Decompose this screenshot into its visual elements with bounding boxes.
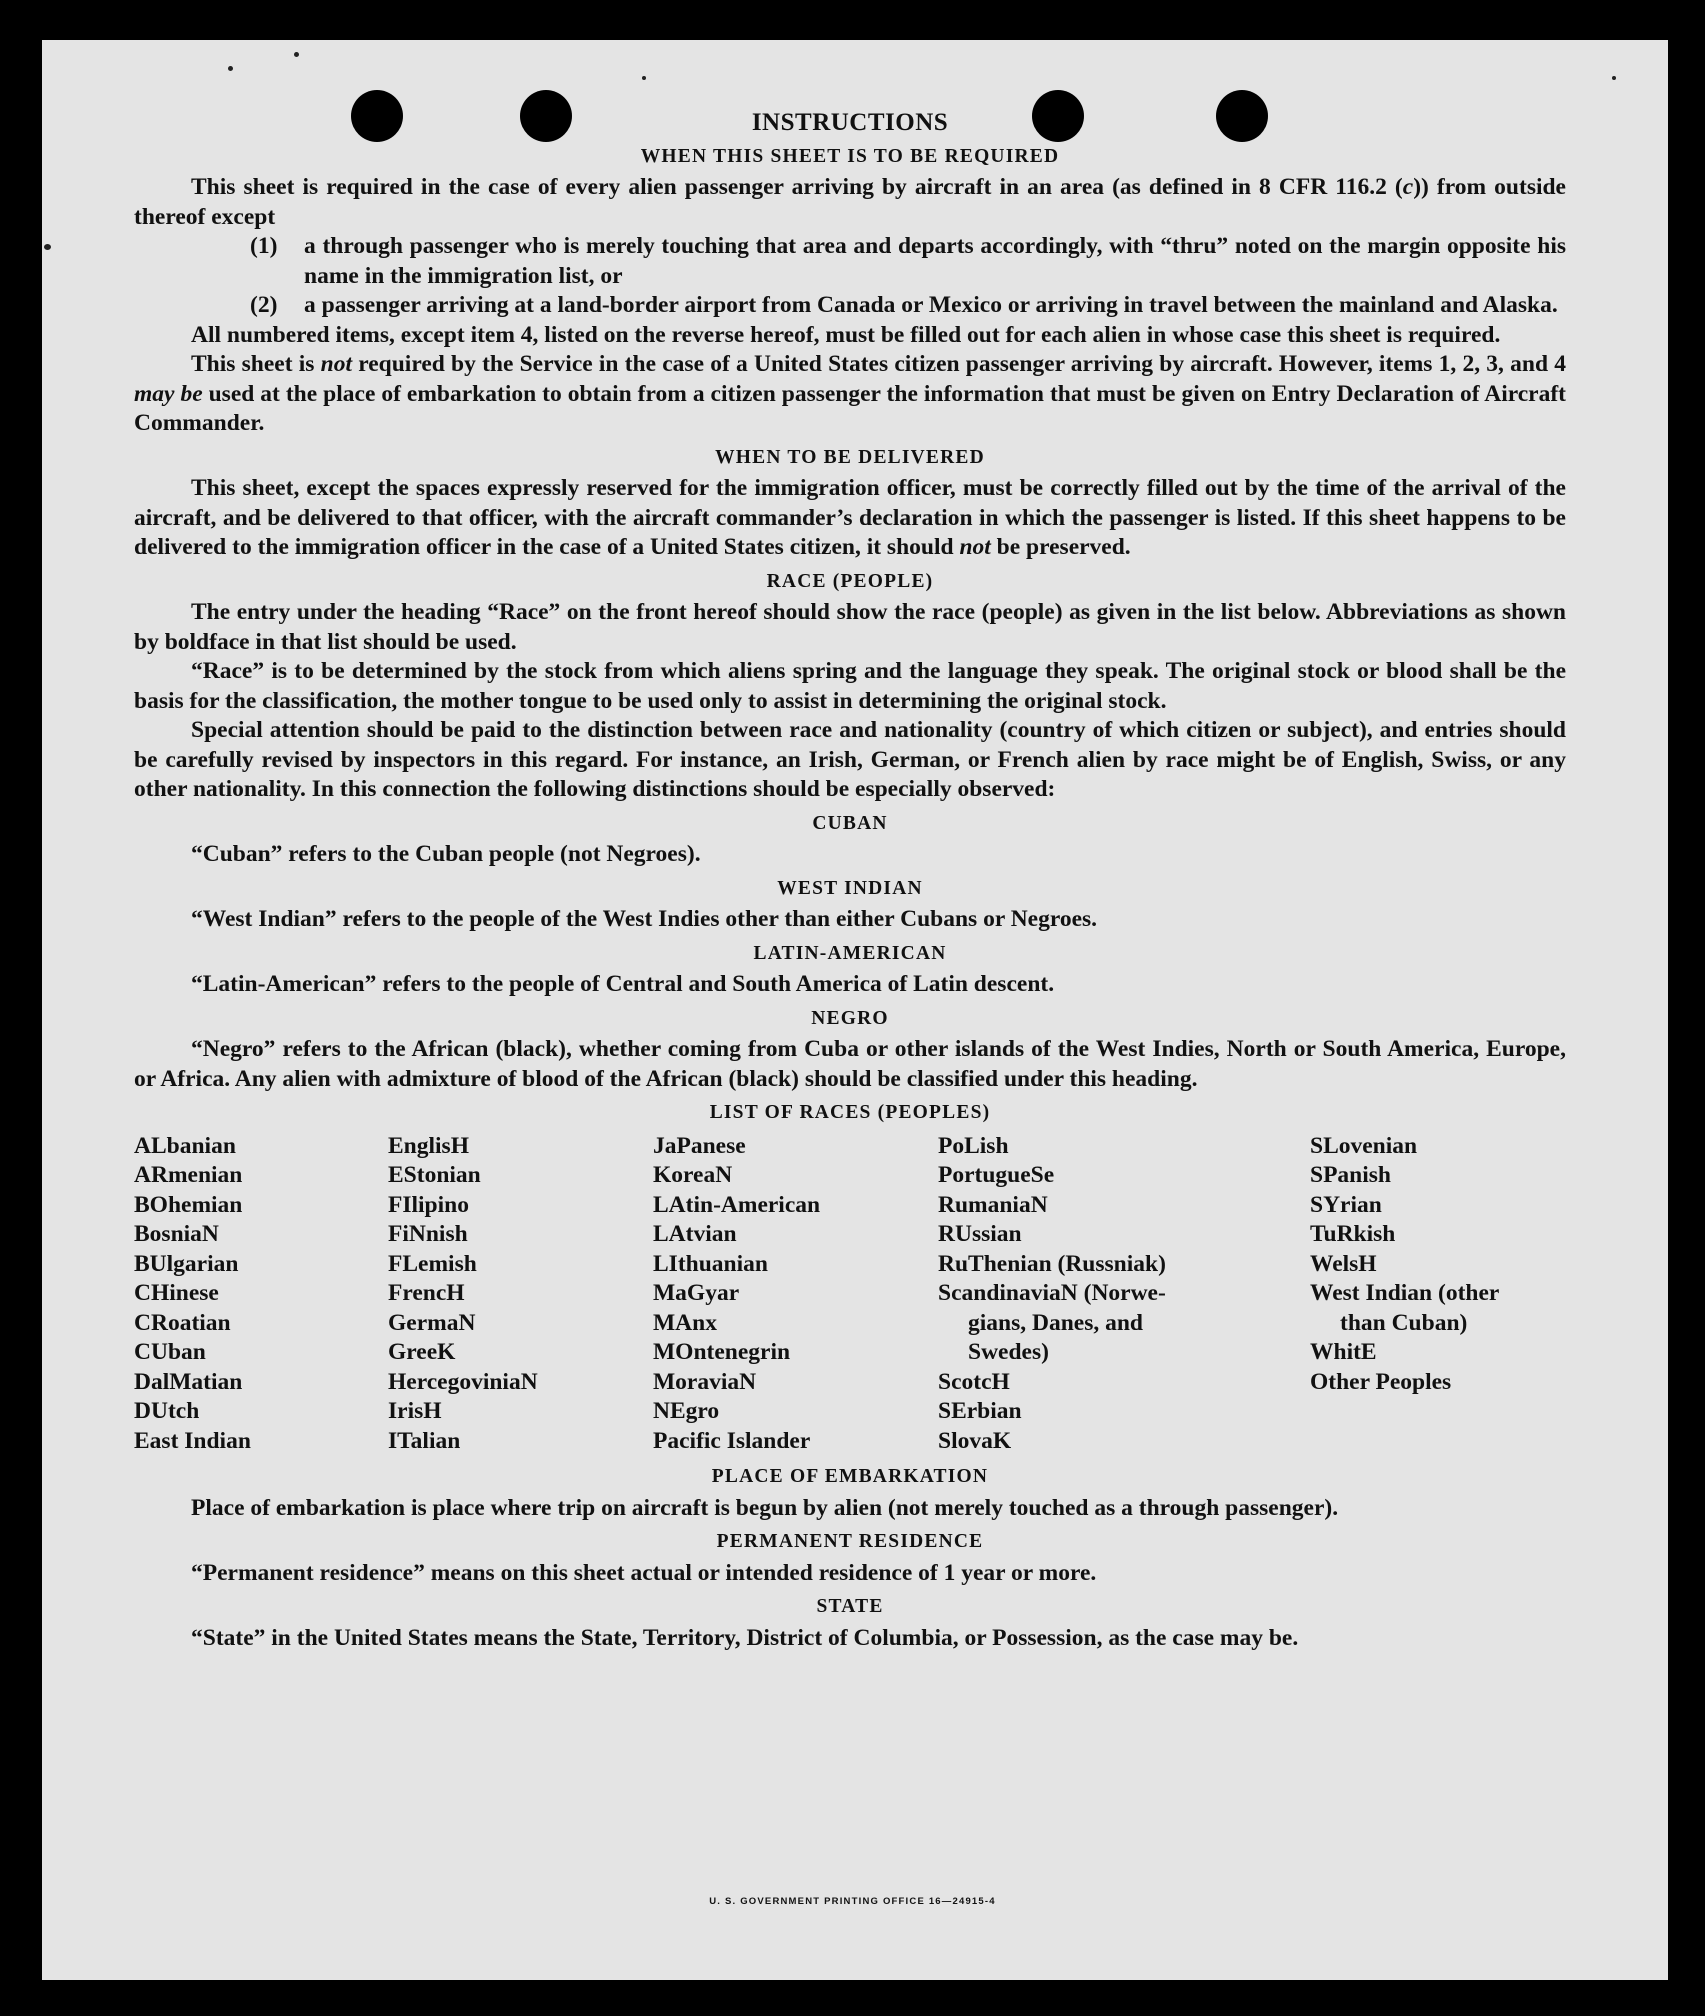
- race-paragraph: “Race” is to be determined by the stock from which aliens spring and the language they speak. The original stock or blood shall be the basis for the classification, the mother tongue to be used only to assist in determining the original stock.: [134, 658, 1566, 714]
- race-entry: East Indian: [134, 1427, 251, 1454]
- race-entry: NEgro: [653, 1398, 720, 1424]
- race-entry: DUtch: [134, 1398, 200, 1424]
- exception-item: [250, 232, 1566, 291]
- page-title: INSTRUCTIONS: [751, 109, 949, 136]
- race-entry: MAnx: [653, 1309, 717, 1336]
- race-entry: MaGyar: [653, 1280, 740, 1306]
- race-entry: EStonian: [388, 1162, 481, 1188]
- west-indian-heading: WEST INDIAN: [777, 877, 923, 899]
- residence-text: “Permanent residence” means on this sheet actual or intended residence of 1 year or more.: [191, 1559, 1097, 1586]
- when-delivered-heading: WHEN TO BE DELIVERED: [715, 446, 985, 468]
- state-text: “State” in the United States means the State, Territory, District of Columbia, or Possession, as the case may be.: [191, 1624, 1299, 1651]
- race-entry: DalMatian: [134, 1368, 243, 1395]
- race-entry: JaPanese: [653, 1132, 746, 1159]
- race-entry: CUban: [134, 1339, 206, 1365]
- latin-american-heading: LATIN-AMERICAN: [753, 942, 947, 964]
- race-entry: SlovaK: [938, 1427, 1012, 1454]
- race-column: [1310, 1132, 1566, 1457]
- race-entry: West Indian (other: [1310, 1280, 1500, 1306]
- state-heading: STATE: [816, 1596, 884, 1617]
- race-entry: than Cuban): [1340, 1309, 1468, 1336]
- embarkation-text: Place of embarkation is place where trip on aircraft is begun by alien (not merely touched as a through passenger).: [191, 1494, 1339, 1521]
- race-entry: TuRkish: [1310, 1221, 1396, 1247]
- embarkation-heading: PLACE OF EMBARKATION: [711, 1466, 989, 1487]
- race-list: [134, 1132, 1566, 1457]
- race-paragraph: The entry under the heading “Race” on the front hereof should show the race (people) as given in the list below. Abbreviations as shown by boldface in that list should be used.: [134, 599, 1566, 655]
- speck: [44, 244, 51, 250]
- when-required-heading: WHEN THIS SHEET IS TO BE REQUIRED: [640, 145, 1060, 167]
- race-heading: RACE (PEOPLE): [766, 570, 934, 592]
- when-delivered-paragraph: This sheet, except the spaces expressly reserved for the immigration officer, must be correctly filled out by the time of the arrival of the aircraft, and be delivered to that officer, with the aircraft commander’s declaration in which the passenger is listed. If this sheet happens to be delivered to the immigration officer in the case of a United States citizen, it should not be preserved.: [134, 475, 1566, 560]
- speck: [1612, 76, 1616, 80]
- exception-number: (2): [250, 292, 278, 318]
- race-entry: ALbanian: [134, 1132, 236, 1159]
- race-entry: HercegoviniaN: [388, 1368, 538, 1395]
- list-of-races-heading: LIST OF RACES (PEOPLES): [709, 1102, 991, 1123]
- instructions-content: [134, 108, 1566, 1653]
- race-entry: BUlgarian: [134, 1250, 239, 1277]
- race-entry: FrencH: [388, 1280, 465, 1306]
- race-entry: LAtin-American: [653, 1191, 821, 1218]
- race-entry: LIthuanian: [653, 1250, 768, 1277]
- exception-number: (1): [250, 233, 278, 259]
- race-entry: SLovenian: [1310, 1132, 1418, 1159]
- race-entry: FiNnish: [388, 1221, 468, 1247]
- cuban-heading: CUBAN: [812, 812, 888, 834]
- race-column: [134, 1132, 388, 1457]
- race-column: [653, 1132, 938, 1457]
- race-entry: gians, Danes, and: [968, 1309, 1143, 1336]
- cuban-text: “Cuban” refers to the Cuban people (not Negroes).: [191, 841, 701, 867]
- race-column: [938, 1132, 1310, 1457]
- race-entry: FLemish: [388, 1250, 477, 1277]
- race-entry: ScotcH: [938, 1368, 1010, 1395]
- race-entry: WelsH: [1310, 1250, 1377, 1277]
- race-entry: WhitE: [1310, 1339, 1377, 1365]
- west-indian-text: “West Indian” refers to the people of the West Indies other than either Cubans or Negroes.: [191, 906, 1098, 932]
- race-entry: BosniaN: [134, 1221, 219, 1247]
- race-entry: CRoatian: [134, 1309, 231, 1336]
- race-entry: PortugueSe: [938, 1162, 1055, 1188]
- race-entry: ARmenian: [134, 1162, 243, 1188]
- speck: [294, 52, 299, 57]
- race-entry: PoLish: [938, 1132, 1009, 1159]
- race-column: [388, 1132, 653, 1457]
- race-entry: SYrian: [1310, 1191, 1382, 1218]
- race-entry: MoraviaN: [653, 1368, 757, 1395]
- speck: [228, 66, 233, 71]
- race-entry: ITalian: [388, 1427, 461, 1454]
- race-entry: RuThenian (Russniak): [938, 1250, 1166, 1277]
- printing-office-footer: U. S. GOVERNMENT PRINTING OFFICE 16—24915-4: [709, 1896, 996, 1907]
- exception-text: a through passenger who is merely touching that area and departs accordingly, with “thru” noted on the margin opposite his name in the immigration list, or: [304, 233, 1566, 289]
- race-paragraph: Special attention should be paid to the distinction between race and nationality (country of which citizen or subject), and entries should be carefully revised by inspectors in this regard. For instance, an Irish, German, or French alien by race might be of English, Swiss, or any other nationality. In this connection the following distinctions should be especially observed:: [134, 717, 1566, 802]
- latin-american-text: “Latin-American” refers to the people of Central and South America of Latin descent.: [191, 971, 1055, 997]
- numbered-items-paragraph: All numbered items, except item 4, listed on the reverse hereof, must be filled out for each alien in whose case this sheet is required.: [191, 321, 1501, 348]
- race-entry: MOntenegrin: [653, 1339, 791, 1365]
- exception-text: a passenger arriving at a land-border airport from Canada or Mexico or arriving in travel between the mainland and Alaska.: [304, 292, 1558, 318]
- race-entry: Pacific Islander: [653, 1427, 811, 1454]
- race-entry: CHinese: [134, 1280, 219, 1306]
- residence-heading: PERMANENT RESIDENCE: [716, 1531, 984, 1552]
- race-entry: Swedes): [968, 1339, 1049, 1365]
- race-entry: ScandinaviaN (Norwe-: [938, 1280, 1166, 1306]
- race-entry: SPanish: [1310, 1162, 1391, 1188]
- race-entry: Other Peoples: [1310, 1368, 1452, 1395]
- citizen-paragraph: This sheet is not required by the Service in the case of a United States citizen passenger arriving by aircraft. However, items 1, 2, 3, and 4 may be used at the place of embarkation to obtain from a citizen passenger the information that must be given on Entry Declaration of Aircraft Commander.: [134, 351, 1566, 436]
- race-entry: IrisH: [388, 1398, 442, 1424]
- race-entry: KoreaN: [653, 1162, 733, 1188]
- race-entry: GreeK: [388, 1339, 456, 1365]
- race-entry: RumaniaN: [938, 1191, 1048, 1218]
- speck: [642, 76, 646, 80]
- exception-item: [250, 291, 1566, 321]
- when-required-intro: This sheet is required in the case of every alien passenger arriving by aircraft in an area (as defined in 8 CFR 116.2 (c)) from outside thereof except: [134, 174, 1566, 230]
- race-entry: FIlipino: [388, 1191, 469, 1218]
- negro-text: “Negro” refers to the African (black), whether coming from Cuba or other islands of the West Indies, North or South America, Europe, or Africa. Any alien with admixture of blood of the African (black) should be classified under this heading.: [134, 1036, 1566, 1092]
- race-entry: LAtvian: [653, 1221, 737, 1247]
- race-entry: RUssian: [938, 1221, 1022, 1247]
- negro-heading: NEGRO: [811, 1007, 889, 1029]
- race-entry: EnglisH: [388, 1132, 469, 1159]
- race-entry: SErbian: [938, 1398, 1022, 1424]
- race-entry: BOhemian: [134, 1191, 243, 1218]
- race-entry: GermaN: [388, 1309, 476, 1336]
